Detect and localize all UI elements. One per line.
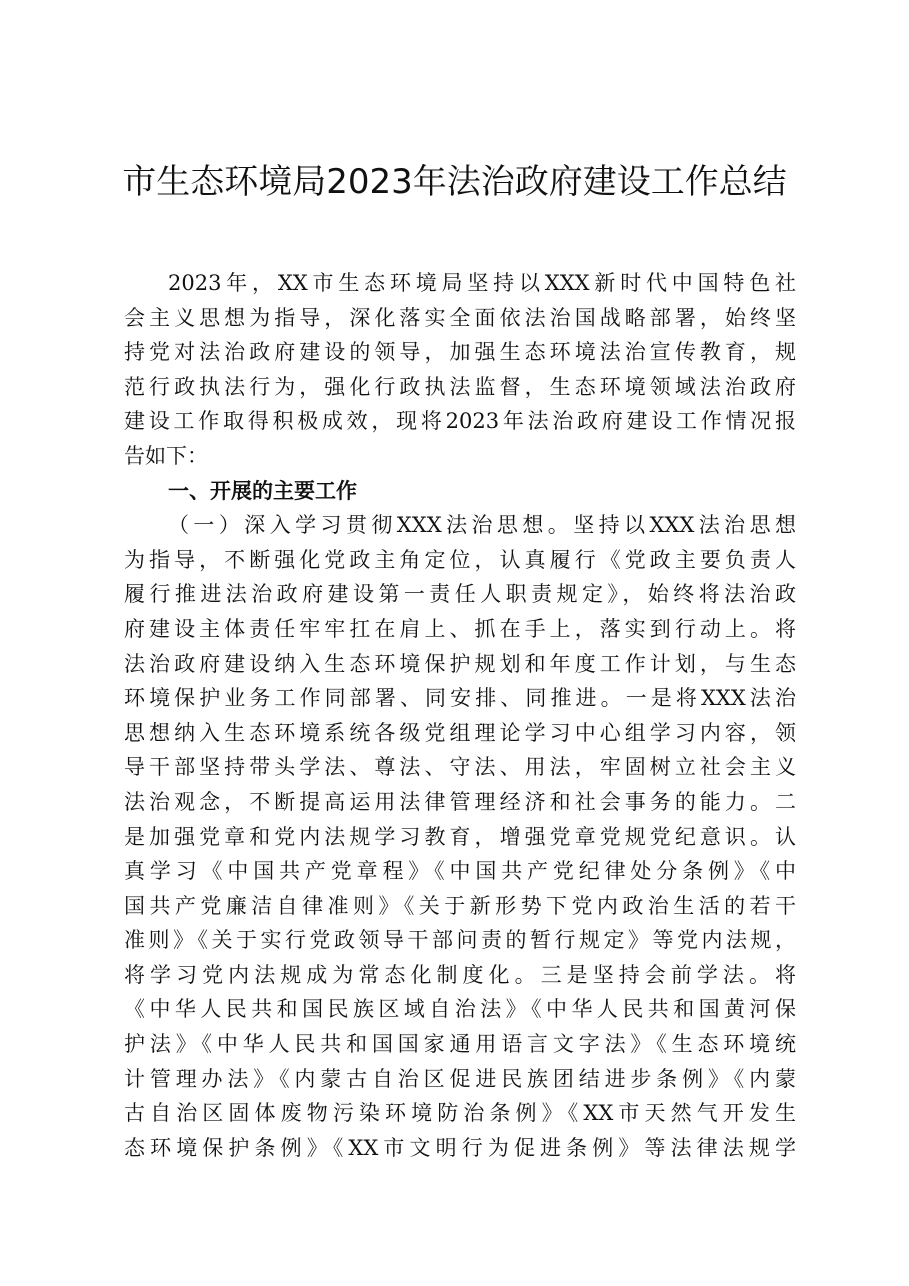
- body-line: 建设工作取得积极成效，现将2023年法治政府建设工作情况报: [124, 409, 796, 434]
- body-line: 持党对法治政府建设的领导，加强生态环境法治宣传教育，规: [124, 340, 796, 365]
- body-line: 履行推进法治政府建设第一责任人职责规定》，始终将法治政: [124, 582, 796, 607]
- body-line: 法治观念，不断提高运用法律管理经济和社会事务的能力。二: [124, 789, 796, 814]
- body-line: 真学习《中国共产党章程》《中国共产党纪律处分条例》《中: [124, 859, 796, 884]
- body-line: 计管理办法》《内蒙古自治区促进民族团结进步条例》《内蒙: [124, 1066, 796, 1091]
- document-title: 市生态环境局2023年法治政府建设工作总结: [122, 162, 787, 202]
- body-line: 2023年，XX市生态环境局坚持以XXX新时代中国特色社: [168, 271, 796, 295]
- body-line: （一）深入学习贯彻XXX法治思想。坚持以XXX法治思想: [168, 513, 796, 538]
- body-line: 国共产党廉洁自律准则》《关于新形势下党内政治生活的若干: [124, 893, 796, 918]
- body-line: 环境保护业务工作同部署、同安排、同推进。一是将XXX法治: [124, 686, 796, 711]
- body-line: 府建设主体责任牢牢扛在肩上、抓在手上，落实到行动上。将: [124, 616, 796, 641]
- body-line: 为指导，不断强化党政主角定位，认真履行《党政主要负责人: [124, 547, 796, 572]
- body-line: 《中华人民共和国民族区域自治法》《中华人民共和国黄河保: [124, 997, 796, 1022]
- body-line: 范行政执法行为，强化行政执法监督，生态环境领域法治政府: [124, 374, 796, 399]
- document-body: [124, 266, 796, 1165]
- body-line: 古自治区固体废物污染环境防治条例》《XX市天然气开发生: [124, 1101, 796, 1126]
- body-line: 是加强党章和党内法规学习教育，增强党章党规党纪意识。认: [124, 824, 796, 849]
- body-line: 法治政府建设纳入生态环境保护规划和年度工作计划，与生态: [124, 651, 796, 676]
- body-line: 导干部坚持带头学法、尊法、守法、用法，牢固树立社会主义: [124, 755, 796, 780]
- section-heading: 一、开展的主要工作: [168, 478, 357, 503]
- body-line: 态环境保护条例》《XX市文明行为促进条例》等法律法规学: [124, 1135, 796, 1160]
- body-line: 告如下：: [124, 443, 208, 468]
- body-line: 准则》《关于实行党政领导干部问责的暂行规定》等党内法规，: [124, 928, 796, 953]
- body-line: 将学习党内法规成为常态化制度化。三是坚持会前学法。将: [124, 962, 796, 987]
- body-line: 护法》《中华人民共和国国家通用语言文字法》《生态环境统: [124, 1032, 796, 1057]
- body-line: 思想纳入生态环境系统各级党组理论学习中心组学习内容，领: [124, 720, 796, 745]
- body-line: 会主义思想为指导，深化落实全面依法治国战略部署，始终坚: [124, 305, 796, 330]
